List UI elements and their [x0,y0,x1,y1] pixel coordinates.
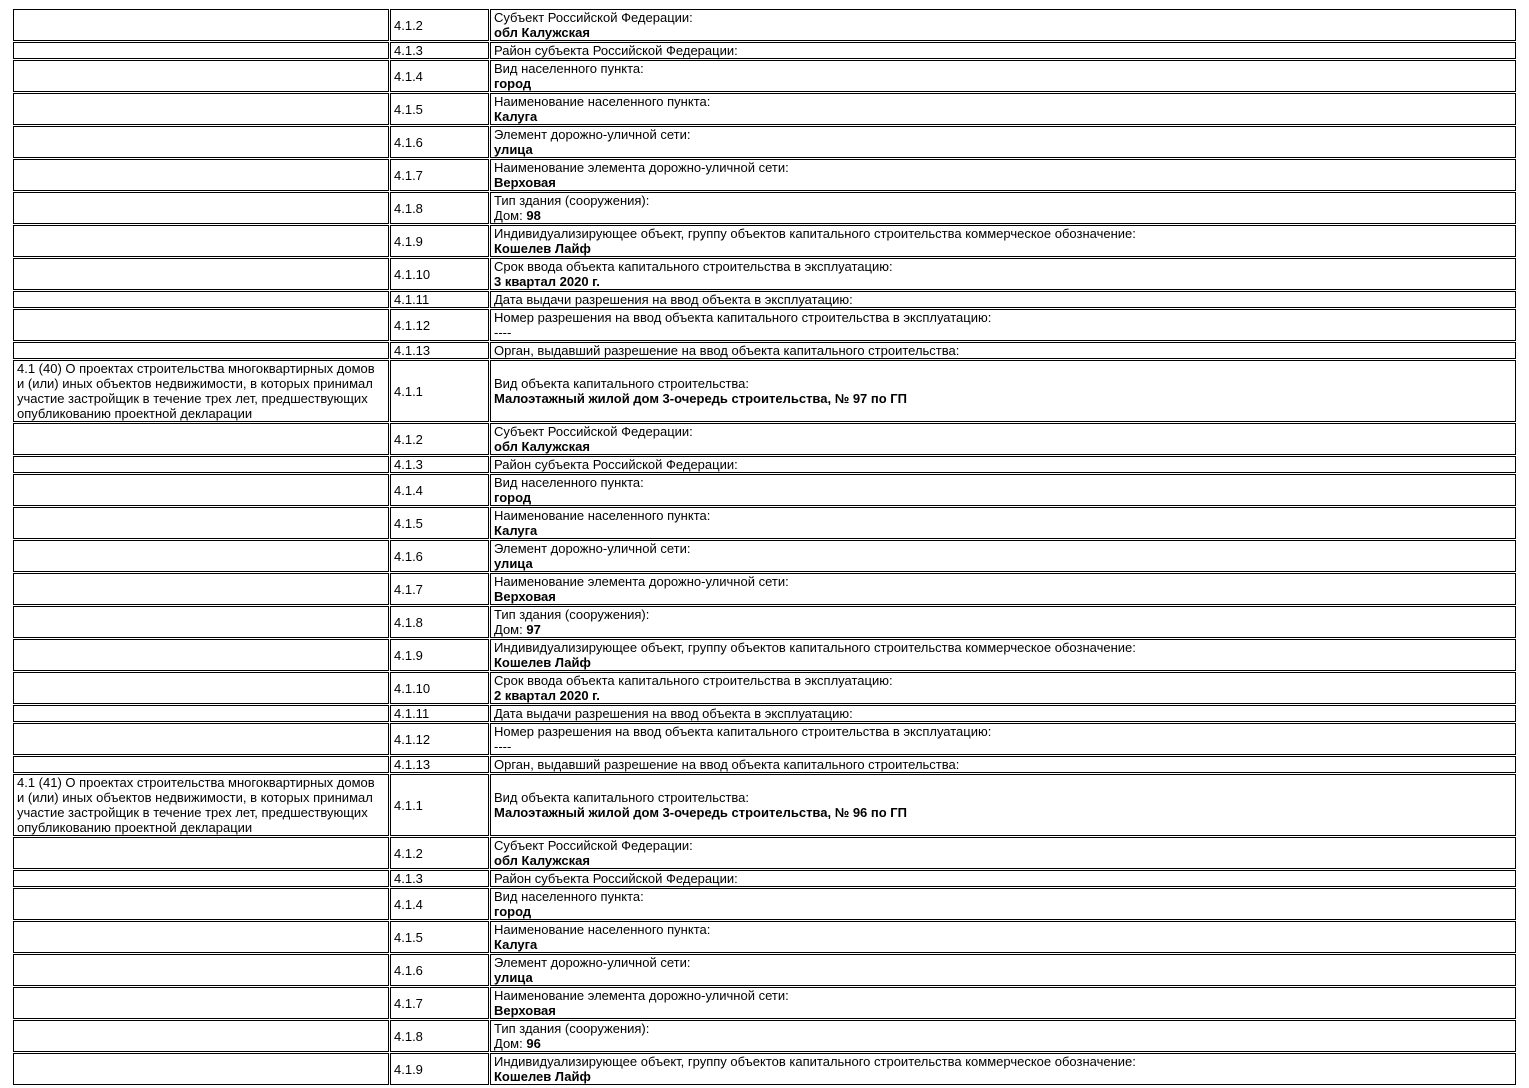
section-cell [13,42,389,59]
section-cell [13,507,389,539]
field-value: Верховая [494,175,556,190]
row-content-cell [490,225,1516,257]
table-row [13,258,1516,290]
field-value-line [494,622,1512,637]
table-row [13,225,1516,257]
row-content-cell [490,987,1516,1019]
row-number-cell: 4.1.13 [390,342,489,359]
field-label: Субъект Российской Федерации: [494,424,693,439]
field-value-prefix: ---- [494,739,512,754]
section-cell [13,888,389,920]
table-row [13,756,1516,773]
section-cell [13,456,389,473]
table-row [13,126,1516,158]
field-value-line [494,109,1512,124]
field-label: Вид объекта капитального строительства: [494,376,750,391]
row-number-cell: 4.1.9 [390,1053,489,1085]
field-value-line [494,175,1512,190]
row-number-cell: 4.1.7 [390,573,489,605]
row-number-cell: 4.1.7 [390,159,489,191]
field-label: Элемент дорожно-уличной сети: [494,541,691,556]
field-value-line [494,655,1512,670]
section-cell [13,225,389,257]
table-row [13,1053,1516,1085]
field-label: Наименование элемента дорожно-уличной сети: [494,160,789,175]
field-label: Номер разрешения на ввод объекта капитального строительства в эксплуатацию: [494,310,992,325]
field-label: Вид населенного пункта: [494,61,644,76]
field-label: Наименование населенного пункта: [494,922,711,937]
field-label: Район субъекта Российской Федерации: [494,457,738,472]
field-value-line [494,25,1512,40]
row-content-cell [490,639,1516,671]
field-value-line [494,904,1512,919]
row-number-cell: 4.1.6 [390,540,489,572]
field-label: Элемент дорожно-уличной сети: [494,955,691,970]
row-content-cell [490,507,1516,539]
field-value-line [494,391,1512,406]
field-value: улица [494,142,533,157]
row-content-cell [490,93,1516,125]
field-value-line [494,688,1512,703]
table-row [13,309,1516,341]
section-cell [13,342,389,359]
row-number-cell: 4.1.8 [390,192,489,224]
page [0,8,1529,1088]
section-cell [13,672,389,704]
row-content-cell [490,456,1516,473]
row-content-cell [490,954,1516,986]
section-cell [13,639,389,671]
row-content-cell [490,870,1516,887]
table-row [13,954,1516,986]
field-label: Орган, выдавший разрешение на ввод объекта капитального строительства: [494,343,960,358]
table-row [13,870,1516,887]
section-cell [13,756,389,773]
field-label: Район субъекта Российской Федерации: [494,43,738,58]
table-row [13,987,1516,1019]
field-label: Вид населенного пункта: [494,889,644,904]
row-number-cell: 4.1.11 [390,705,489,722]
section-cell [13,606,389,638]
section-cell [13,705,389,722]
table-row [13,606,1516,638]
field-value-line [494,490,1512,505]
row-content-cell [490,42,1516,59]
field-value: Калуга [494,937,538,952]
table-row [13,159,1516,191]
section-cell [13,870,389,887]
field-value-line [494,1003,1512,1018]
row-number-cell: 4.1.2 [390,837,489,869]
field-value: обл Калужская [494,25,590,40]
field-label: Срок ввода объекта капитального строительства в эксплуатацию: [494,673,893,688]
row-content-cell [490,888,1516,920]
table-row [13,9,1516,41]
field-label: Субъект Российской Федерации: [494,10,693,25]
field-label: Район субъекта Российской Федерации: [494,871,738,886]
table-row [13,456,1516,473]
row-number-cell: 4.1.9 [390,639,489,671]
field-value-line [494,523,1512,538]
field-value-line [494,76,1512,91]
row-content-cell [490,540,1516,572]
table-row [13,705,1516,722]
field-value-line [494,556,1512,571]
row-number-cell: 4.1.3 [390,870,489,887]
field-value: Малоэтажный жилой дом 3-очередь строительства, № 97 по ГП [494,391,908,406]
field-value: Верховая [494,589,556,604]
section-cell [13,1020,389,1052]
row-content-cell [490,60,1516,92]
field-label: Дата выдачи разрешения на ввод объекта в эксплуатацию: [494,706,853,721]
field-value: Кошелев Лайф [494,655,591,670]
field-value-prefix: ---- [494,325,512,340]
row-content-cell [490,774,1516,836]
declaration-table [12,8,1517,1086]
table-row [13,921,1516,953]
field-label: Наименование населенного пункта: [494,94,711,109]
field-label: Тип здания (сооружения): [494,1021,650,1036]
section-cell [13,126,389,158]
field-value: Калуга [494,109,538,124]
row-number-cell: 4.1.2 [390,9,489,41]
field-label: Вид населенного пункта: [494,475,644,490]
row-content-cell [490,921,1516,953]
field-value: Кошелев Лайф [494,1069,591,1084]
field-value-line [494,853,1512,868]
field-label: Индивидуализирующее объект, группу объектов капитального строительства коммерческое обозначение: [494,1054,1136,1069]
field-label: Тип здания (сооружения): [494,607,650,622]
field-label: Индивидуализирующее объект, группу объектов капитального строительства коммерческое обозначение: [494,226,1136,241]
field-value-prefix: Дом: [494,622,527,637]
section-cell [13,954,389,986]
row-number-cell: 4.1.2 [390,423,489,455]
row-content-cell [490,756,1516,773]
field-value: Кошелев Лайф [494,241,591,256]
field-value: обл Калужская [494,853,590,868]
row-content-cell [490,474,1516,506]
row-content-cell [490,423,1516,455]
row-number-cell: 4.1.3 [390,42,489,59]
table-row [13,42,1516,59]
field-value-line [494,970,1512,985]
field-value-line [494,589,1512,604]
table-row [13,723,1516,755]
field-value: 2 квартал 2020 г. [494,688,600,703]
section-cell [13,474,389,506]
section-cell [13,291,389,308]
row-number-cell: 4.1.6 [390,954,489,986]
section-cell [13,837,389,869]
table-row [13,672,1516,704]
field-value: город [494,490,532,505]
section-cell [13,540,389,572]
field-value-line [494,937,1512,952]
table-row [13,60,1516,92]
field-label: Наименование элемента дорожно-уличной сети: [494,988,789,1003]
row-content-cell [490,723,1516,755]
row-content-cell [490,192,1516,224]
field-value: 3 квартал 2020 г. [494,274,600,289]
row-content-cell [490,291,1516,308]
section-cell [13,573,389,605]
row-number-cell: 4.1.8 [390,1020,489,1052]
row-content-cell [490,360,1516,422]
row-content-cell [490,1020,1516,1052]
section-cell [13,9,389,41]
row-content-cell [490,837,1516,869]
field-value-prefix: Дом: [494,1036,527,1051]
row-content-cell [490,9,1516,41]
field-value-line [494,325,1512,340]
field-label: Наименование элемента дорожно-уличной сети: [494,574,789,589]
row-content-cell [490,309,1516,341]
field-value: Верховая [494,1003,556,1018]
row-number-cell: 4.1.12 [390,723,489,755]
row-number-cell: 4.1.7 [390,987,489,1019]
section-cell [13,159,389,191]
row-number-cell: 4.1.1 [390,774,489,836]
field-label: Индивидуализирующее объект, группу объектов капитального строительства коммерческое обозначение: [494,640,1136,655]
field-value-line [494,1036,1512,1051]
row-number-cell: 4.1.9 [390,225,489,257]
section-cell [13,192,389,224]
section-cell [13,723,389,755]
row-content-cell [490,258,1516,290]
table-row [13,342,1516,359]
section-cell: 4.1 (40) О проектах строительства многоквартирных домов и (или) иных объектов недвижимости, в которых принимал участие застройщик в течение трех лет, предшествующих опубликованию проектной декларации [13,360,389,422]
field-label: Орган, выдавший разрешение на ввод объекта капитального строительства: [494,757,960,772]
table-row [13,507,1516,539]
field-value: 97 [526,622,541,637]
row-content-cell [490,705,1516,722]
row-number-cell: 4.1.5 [390,507,489,539]
table-row [13,474,1516,506]
field-label: Срок ввода объекта капитального строительства в эксплуатацию: [494,259,893,274]
section-cell [13,1053,389,1085]
field-value: 98 [526,208,541,223]
field-value: Малоэтажный жилой дом 3-очередь строительства, № 96 по ГП [494,805,908,820]
field-value-line [494,208,1512,223]
field-label: Дата выдачи разрешения на ввод объекта в эксплуатацию: [494,292,853,307]
table-row [13,888,1516,920]
field-value-line [494,439,1512,454]
table-row [13,93,1516,125]
row-content-cell [490,159,1516,191]
field-value-line [494,274,1512,289]
field-value: Калуга [494,523,538,538]
row-content-cell [490,606,1516,638]
row-content-cell [490,342,1516,359]
field-label: Вид объекта капитального строительства: [494,790,750,805]
table-row [13,360,1516,422]
field-label: Субъект Российской Федерации: [494,838,693,853]
row-number-cell: 4.1.5 [390,921,489,953]
section-cell [13,309,389,341]
table-row [13,291,1516,308]
row-number-cell: 4.1.5 [390,93,489,125]
row-number-cell: 4.1.6 [390,126,489,158]
row-number-cell: 4.1.13 [390,756,489,773]
table-row [13,837,1516,869]
table-row [13,540,1516,572]
row-content-cell [490,573,1516,605]
field-value-line [494,142,1512,157]
table-row [13,192,1516,224]
section-cell [13,423,389,455]
row-number-cell: 4.1.10 [390,672,489,704]
row-number-cell: 4.1.1 [390,360,489,422]
row-number-cell: 4.1.12 [390,309,489,341]
row-number-cell: 4.1.3 [390,456,489,473]
field-label: Тип здания (сооружения): [494,193,650,208]
declaration-table-body [13,9,1516,1085]
table-row [13,774,1516,836]
row-number-cell: 4.1.4 [390,60,489,92]
field-value: город [494,904,532,919]
section-cell: 4.1 (41) О проектах строительства многоквартирных домов и (или) иных объектов недвижимости, в которых принимал участие застройщик в течение трех лет, предшествующих опубликованию проектной декларации [13,774,389,836]
section-cell [13,93,389,125]
field-value-line [494,241,1512,256]
table-row [13,423,1516,455]
table-row [13,573,1516,605]
field-value-prefix: Дом: [494,208,527,223]
section-cell [13,258,389,290]
field-value-line [494,1069,1512,1084]
table-row [13,639,1516,671]
field-label: Номер разрешения на ввод объекта капитального строительства в эксплуатацию: [494,724,992,739]
section-cell [13,987,389,1019]
field-label: Наименование населенного пункта: [494,508,711,523]
table-row [13,1020,1516,1052]
field-value: 96 [526,1036,541,1051]
row-number-cell: 4.1.11 [390,291,489,308]
row-number-cell: 4.1.4 [390,888,489,920]
field-label: Элемент дорожно-уличной сети: [494,127,691,142]
field-value: город [494,76,532,91]
row-content-cell [490,126,1516,158]
field-value: улица [494,556,533,571]
section-cell [13,60,389,92]
row-number-cell: 4.1.4 [390,474,489,506]
row-number-cell: 4.1.8 [390,606,489,638]
field-value-line [494,739,1512,754]
field-value: обл Калужская [494,439,590,454]
row-content-cell [490,1053,1516,1085]
row-number-cell: 4.1.10 [390,258,489,290]
row-content-cell [490,672,1516,704]
section-cell [13,921,389,953]
field-value-line [494,805,1512,820]
field-value: улица [494,970,533,985]
